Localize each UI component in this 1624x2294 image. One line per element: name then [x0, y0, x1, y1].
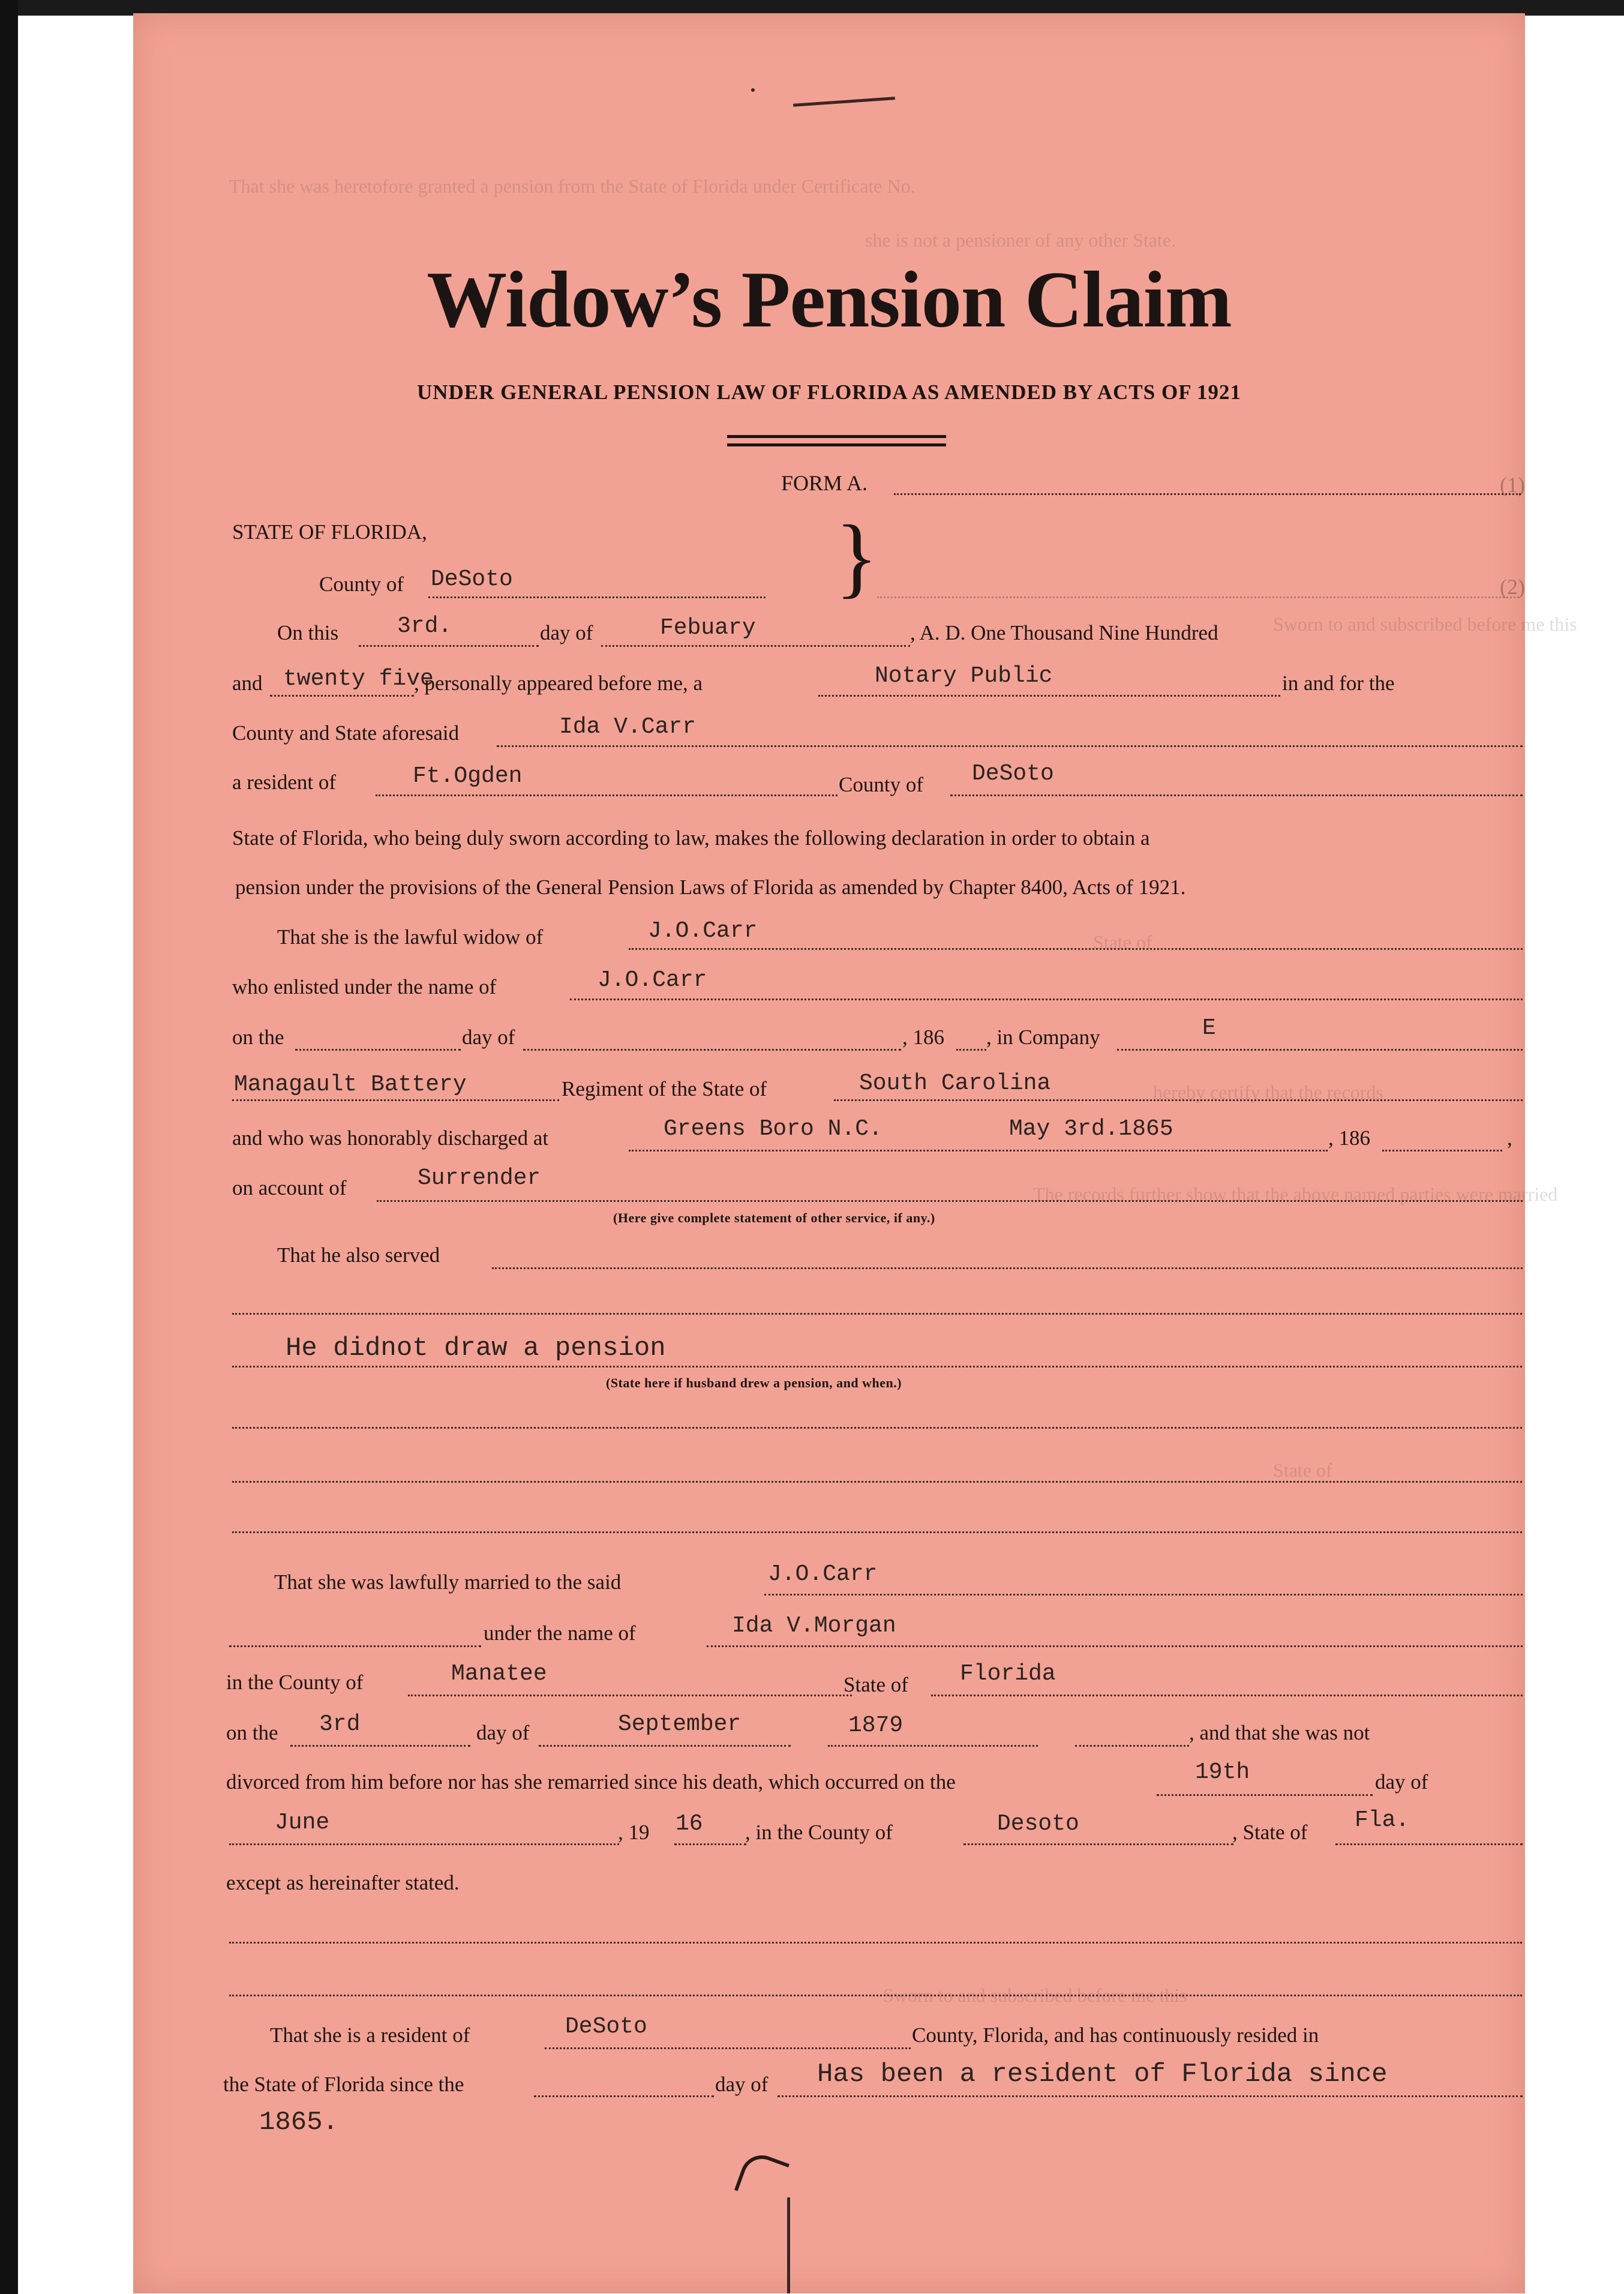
discharge-comma: , — [1507, 1126, 1512, 1150]
day-value: 3rd. — [397, 613, 452, 639]
bleed-through-text: hereby certify that the records — [1153, 1081, 1383, 1103]
pension-line — [232, 1366, 1522, 1368]
maiden-name-line — [707, 1645, 1523, 1647]
bleed-through-text: Sworn to and subscribed before me this — [883, 1984, 1187, 2006]
bleed-through-text: That she was heretofore granted a pension from the State of Florida under Certificate No. — [229, 175, 915, 197]
resident-county-value: DeSoto — [972, 761, 1054, 787]
enlisted-line — [570, 998, 1523, 1000]
claimant-name-value: Ida V.Carr — [559, 714, 697, 740]
county-right-line — [877, 596, 1519, 598]
declaration-line-2: pension under the provisions of the General Pension Laws of Florida as amended by Chapter 8400, Acts of 1921. — [235, 875, 1186, 899]
enlist-year-label: , 186 — [902, 1025, 944, 1049]
form-number-1: (1) — [1500, 473, 1525, 497]
on-this-label: On this — [277, 621, 339, 644]
since-day-line — [534, 2095, 714, 2097]
enlist-day-line — [295, 1049, 461, 1051]
since-label: the State of Florida since the — [223, 2073, 464, 2096]
town-line — [376, 794, 837, 796]
other-service-note: (Here give complete statement of other service, if any.) — [613, 1210, 935, 1225]
since-value: Has been a resident of Florida since — [817, 2059, 1388, 2089]
marriage-county-label: in the County of — [226, 1671, 364, 1694]
maiden-name-value: Ida V.Morgan — [732, 1613, 896, 1639]
account-value: Surrender — [418, 1165, 541, 1191]
also-served-line — [492, 1267, 1523, 1269]
day-line — [359, 645, 539, 647]
marriage-county-value: Manatee — [451, 1661, 547, 1687]
marriage-month-line — [539, 1745, 791, 1747]
resident-county-line — [950, 794, 1523, 796]
company-line — [1117, 1049, 1523, 1051]
marriage-day-value: 3rd — [319, 1711, 361, 1737]
account-line — [377, 1200, 1523, 1202]
death-month-line — [229, 1843, 619, 1845]
claimant-line — [497, 745, 1523, 747]
enlist-day-of-label: day of — [462, 1025, 515, 1049]
not-divorced-label: , and that she was not — [1189, 1721, 1370, 1744]
regiment-value: Managault Battery — [234, 1072, 467, 1097]
month-value: Febuary — [660, 615, 756, 641]
enlisted-name-value: J.O.Carr — [598, 967, 707, 993]
in-and-for-label: in and for the — [1282, 671, 1395, 695]
year-line — [270, 695, 414, 697]
married-label: That she was lawfully married to the said — [274, 1570, 622, 1594]
marriage-year-value: 1879 — [848, 1713, 903, 1738]
marriage-state-value: Florida — [960, 1661, 1056, 1687]
state-label: STATE OF FLORIDA, — [232, 520, 427, 544]
year-value: twenty five — [283, 666, 434, 692]
death-county-value: Desoto — [997, 1811, 1079, 1837]
death-year-line — [674, 1843, 746, 1845]
husband-name-value: J.O.Carr — [648, 918, 758, 944]
account-label: on account of — [232, 1176, 347, 1200]
pension-value: He didnot draw a pension — [286, 1333, 666, 1363]
death-state-line — [1335, 1843, 1523, 1845]
residence-county-line — [545, 2047, 911, 2049]
also-served-label: That he also served — [277, 1243, 440, 1267]
staple-mark — [734, 2149, 790, 2205]
ink-dot — [751, 88, 755, 92]
widow-label: That she is the lawful widow of — [277, 925, 544, 949]
discharge-place-value: Greens Boro N.C. — [664, 1116, 882, 1142]
ad-label: , A. D. One Thousand Nine Hundred — [910, 621, 1218, 644]
also-served-line-2 — [232, 1313, 1522, 1315]
death-county-line — [963, 1843, 1233, 1845]
death-month-value: June — [275, 1810, 330, 1836]
discharge-year-label: , 186 — [1328, 1126, 1370, 1150]
discharge-date-value: May 3rd.1865 — [1009, 1116, 1173, 1142]
blank-line-1 — [232, 1427, 1522, 1429]
residence-county-value: DeSoto — [565, 2014, 647, 2040]
form-number-2: (2) — [1500, 575, 1525, 599]
married-husband-value: J.O.Carr — [768, 1561, 878, 1587]
marriage-day-of-label: day of — [476, 1721, 530, 1744]
blank-line-3 — [232, 1531, 1522, 1533]
pension-form-sheet — [133, 13, 1577, 2293]
brace: } — [835, 507, 878, 607]
since-line — [778, 2095, 1523, 2097]
form-subtitle: UNDER GENERAL PENSION LAW OF FLORIDA AS AMENDED BY ACTS OF 1921 — [416, 380, 1242, 404]
enlisted-label: who enlisted under the name of — [232, 975, 497, 998]
under-name-pre-line — [229, 1645, 481, 1647]
death-day-of-label: day of — [1375, 1770, 1428, 1794]
county-of-label: County of — [839, 773, 923, 796]
personally-label: , personally appeared before me, a — [414, 671, 703, 695]
regiment-state-value: South Carolina — [859, 1070, 1051, 1096]
marriage-state-line — [931, 1695, 1523, 1696]
enlist-year-line — [956, 1049, 986, 1051]
company-label: , in Company — [986, 1025, 1100, 1049]
day-of-label: day of — [540, 621, 593, 644]
marriage-on-the-label: on the — [226, 1721, 278, 1744]
marriage-month-value: September — [618, 1711, 742, 1737]
form-title: Widow’s Pension Claim — [427, 255, 1232, 344]
on-the-label: on the — [232, 1025, 284, 1049]
blank-line-2 — [232, 1481, 1522, 1483]
marriage-state-label: State of — [843, 1673, 908, 1696]
discharge-line — [629, 1150, 1328, 1152]
regiment-state-line — [834, 1099, 1523, 1101]
death-year-value: 16 — [676, 1811, 703, 1837]
declaration-line-1: State of Florida, who being duly sworn according to law, makes the following declaration in order to obtain a — [232, 826, 1150, 850]
married-line — [764, 1594, 1523, 1596]
scan-left-border — [0, 0, 18, 2294]
bleed-through-text: she is not a pensioner of any other State. — [865, 229, 1176, 251]
death-day-line — [1157, 1794, 1373, 1796]
form-a-line — [894, 493, 1521, 495]
except-line-2 — [229, 1995, 1522, 1996]
death-year-prefix: , 19 — [618, 1821, 650, 1844]
death-county-label: , in the County of — [745, 1821, 893, 1844]
marriage-year-line — [828, 1745, 1038, 1747]
and-label: and — [232, 671, 263, 695]
under-name-label: under the name of — [484, 1621, 636, 1645]
bleed-through-text: The records further show that the above named parties were married — [1033, 1183, 1558, 1205]
except-label: except as hereinafter stated. — [226, 1871, 460, 1894]
marriage-extra-line — [1075, 1745, 1189, 1747]
staple-line — [787, 2197, 790, 2293]
since-day-of-label: day of — [715, 2073, 769, 2096]
death-day-value: 19th — [1195, 1759, 1250, 1785]
ink-mark — [793, 97, 895, 107]
resident-of-label: a resident of — [232, 770, 336, 794]
death-state-value: Fla. — [1355, 1807, 1410, 1833]
bleed-through-text: State of — [1093, 931, 1152, 953]
death-statement: divorced from him before nor has she remarried since his death, which occurred on the — [226, 1770, 956, 1794]
except-line-1 — [229, 1942, 1522, 1944]
marriage-day-line — [290, 1745, 470, 1747]
regiment-line — [232, 1099, 559, 1101]
county-line — [428, 596, 766, 598]
discharge-label: and who was honorably discharged at — [232, 1126, 549, 1150]
bleed-through-text: Sworn to and subscribed before me this — [1273, 613, 1577, 635]
officer-line — [818, 695, 1280, 697]
form-label: FORM A. — [781, 471, 868, 495]
widow-line — [629, 948, 1523, 950]
county-label: County of — [319, 572, 404, 596]
death-state-label: , State of — [1232, 1821, 1308, 1844]
enlist-month-line — [523, 1049, 901, 1051]
aforesaid-label: County and State aforesaid — [232, 721, 460, 745]
officer-value: Notary Public — [875, 663, 1053, 689]
town-value: Ft.Ogden — [413, 763, 523, 789]
title-rule-bottom — [727, 443, 946, 446]
marriage-county-line — [408, 1695, 852, 1696]
company-value: E — [1202, 1015, 1216, 1041]
month-line — [601, 645, 910, 647]
county-value: DeSoto — [431, 566, 513, 592]
bleed-through-text: State of — [1273, 1459, 1332, 1481]
residence-county-label: County, Florida, and has continuously resided in — [912, 2023, 1319, 2047]
since-year-value: 1865. — [259, 2107, 339, 2137]
regiment-label: Regiment of the State of — [562, 1077, 767, 1100]
pension-note: (State here if husband drew a pension, and when.) — [606, 1375, 902, 1390]
discharge-year-line — [1382, 1150, 1502, 1152]
title-rule-top — [727, 435, 946, 438]
residence-label: That she is a resident of — [270, 2023, 470, 2047]
